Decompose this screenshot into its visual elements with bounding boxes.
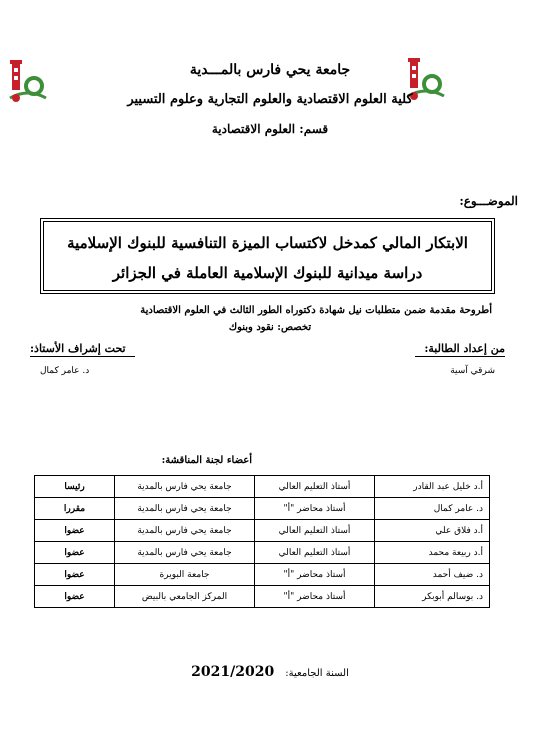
supervisor-label: تحت إشراف الأستاذ: [30,342,126,355]
member-name: أ.د فلاق علي [375,520,490,542]
thesis-statement: أطروحة مقدمة ضمن متطلبات نيل شهادة دكتوراه الطور الثالث في العلوم الاقتصادية [140,305,492,316]
member-name: د. عامر كمال [375,498,490,520]
committee-label: أعضاء لجنة المناقشة: [161,455,252,466]
member-rank: أستاذ محاضر "أ" [255,564,375,586]
supervisor-name: د. عامر كمال [40,366,90,376]
committee-row [35,586,490,608]
academic-year [0,661,540,680]
committee-row [35,542,490,564]
subject-label: الموضـــوع: [459,194,518,208]
member-role: عضوا [35,564,115,586]
member-institution: جامعة يحي فارس بالمدية [115,498,255,520]
member-rank: أستاذ التعليم العالي [255,520,375,542]
committee-row [35,476,490,498]
member-name: د. بوسالم أبوبكر [375,586,490,608]
department-name: قسم: العلوم الاقتصادية [211,122,329,136]
member-institution: جامعة يحي فارس بالمدية [115,520,255,542]
member-rank: أستاذ محاضر "أ" [255,586,375,608]
member-role: رئيسا [35,476,115,498]
member-rank: أستاذ محاضر "أ" [255,498,375,520]
thesis-title-box [40,218,495,294]
member-role: عضوا [35,520,115,542]
member-role: عضوا [35,586,115,608]
supervisor-label-underline [30,356,135,357]
academic-year-label: السنة الجامعية: [285,668,349,679]
specialty: تخصص: نقود وبنوك [228,322,312,333]
member-role: عضوا [35,542,115,564]
member-name: أ.د خليل عبد القادر [375,476,490,498]
member-institution: جامعة يحي فارس بالمدية [115,476,255,498]
member-name: أ.د ربيعة محمد [375,542,490,564]
member-institution: جامعة يحي فارس بالمدية [115,542,255,564]
university-name: جامعة يحي فارس بالمـــدية [189,62,351,78]
committee-row [35,564,490,586]
student-name: شرقي آسية [450,366,495,376]
academic-year-value: 2021/2020 [191,664,275,680]
member-role: مقررا [35,498,115,520]
member-name: د. ضيف أحمد [375,564,490,586]
faculty-name: كلية العلوم الاقتصادية والعلوم التجارية وعلوم التسيير [127,92,413,107]
committee-row [35,520,490,542]
member-rank: أستاذ التعليم العالي [255,476,375,498]
member-institution: المركز الجامعي بالبيض [115,586,255,608]
thesis-title-line1: الابتكار المالي كمدخل لاكتساب الميزة التنافسية للبنوك الإسلامية [67,234,468,252]
member-institution: جامعة البويرة [115,564,255,586]
thesis-title-line2: دراسة ميدانية للبنوك الإسلامية العاملة في الجزائر [112,264,423,282]
committee-row [35,498,490,520]
member-rank: أستاذ التعليم العالي [255,542,375,564]
student-label-underline [415,356,505,357]
committee-table [34,475,490,608]
student-label: من إعداد الطالبة: [424,342,505,355]
